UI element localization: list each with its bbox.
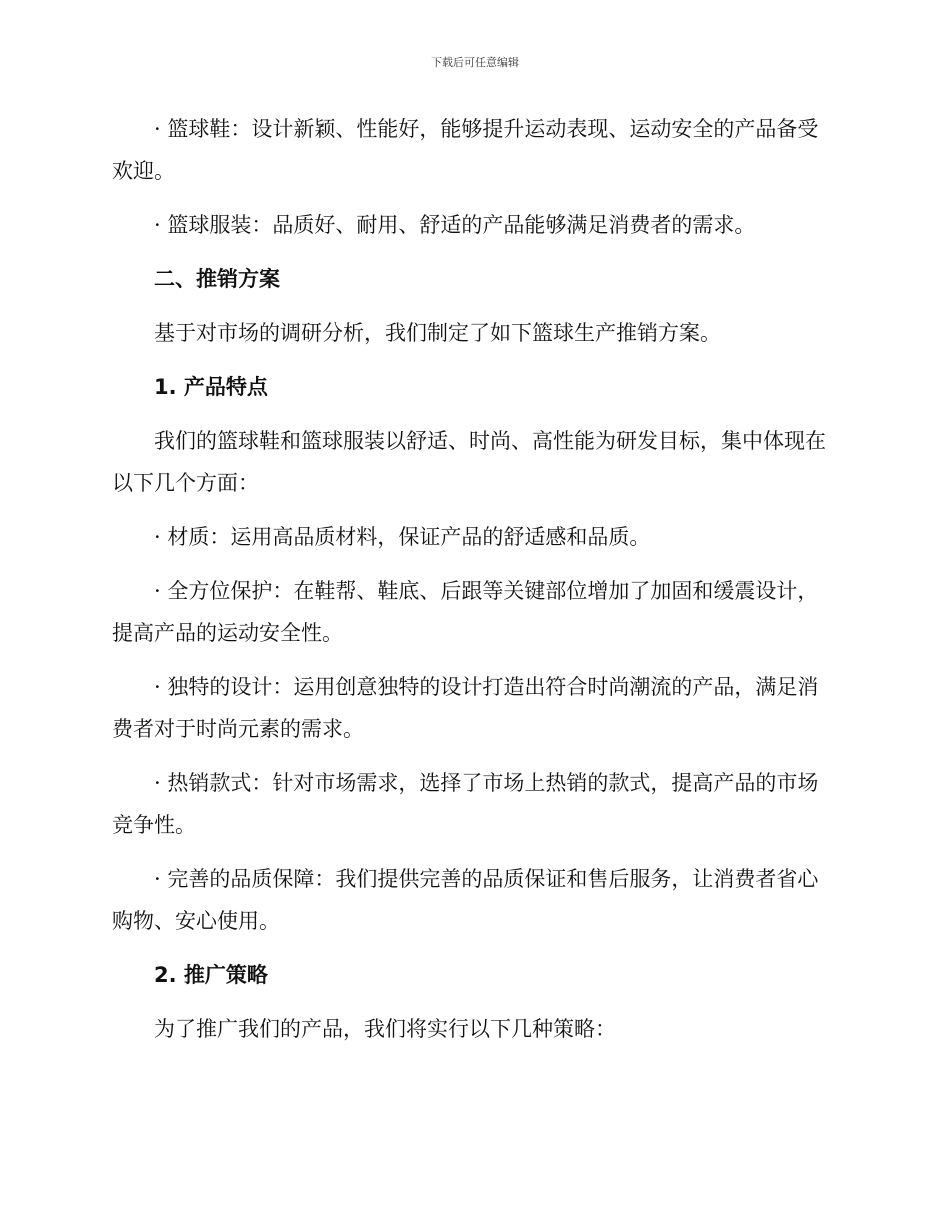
section-heading-promotion-plan: 二、推销方案 xyxy=(154,267,280,291)
document-body xyxy=(112,108,838,1062)
bullet-quality-guarantee: · 完善的品质保障：我们提供完善的品质保证和售后服务，让消费者省心购物、安心使用。 xyxy=(112,867,819,933)
bullet-basketball-shoes: · 篮球鞋：设计新颖、性能好，能够提升运动表现、运动安全的产品备受欢迎。 xyxy=(112,117,819,183)
page-header: 下载后可任意编辑 xyxy=(431,56,519,69)
subheading-promotion-strategy: 2. 推广策略 xyxy=(154,963,268,987)
subheading-product-features: 1. 产品特点 xyxy=(154,375,268,399)
bullet-protection: · 全方位保护：在鞋帮、鞋底、后跟等关键部位增加了加固和缓震设计，提高产品的运动安全性。 xyxy=(112,579,819,645)
bullet-unique-design: · 独特的设计：运用创意独特的设计打造出符合时尚潮流的产品，满足消费者对于时尚元素的需求。 xyxy=(112,675,819,741)
bullet-hot-styles: · 热销款式：针对市场需求，选择了市场上热销的款式，提高产品的市场竞争性。 xyxy=(112,771,819,837)
paragraph-features-intro: 我们的篮球鞋和篮球服装以舒适、时尚、高性能为研发目标，集中体现在以下几个方面： xyxy=(112,429,826,495)
bullet-material: · 材质：运用高品质材料，保证产品的舒适感和品质。 xyxy=(154,525,651,549)
bullet-basketball-apparel: · 篮球服装：品质好、耐用、舒适的产品能够满足消费者的需求。 xyxy=(154,213,756,237)
paragraph-strategy-intro: 为了推广我们的产品，我们将实行以下几种策略： xyxy=(154,1017,616,1041)
paragraph-plan-intro: 基于对市场的调研分析，我们制定了如下篮球生产推销方案。 xyxy=(154,321,721,345)
